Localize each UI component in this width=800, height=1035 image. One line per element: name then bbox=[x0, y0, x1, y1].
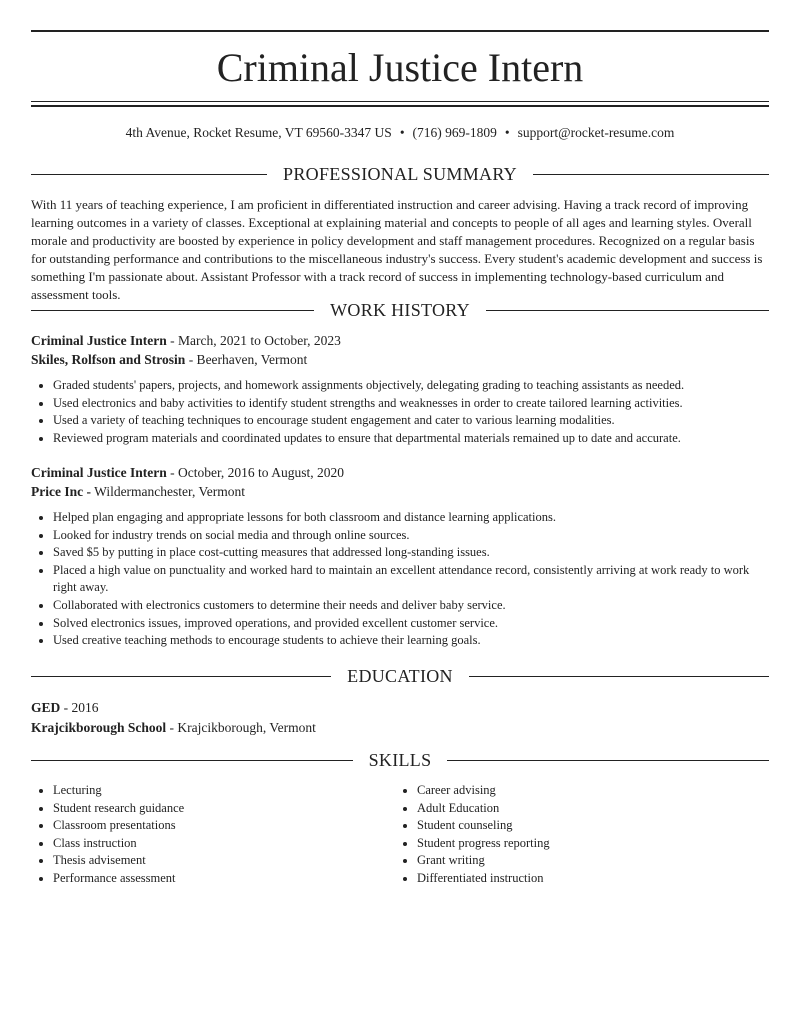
section-header-skills bbox=[31, 748, 769, 772]
email-link[interactable]: support@rocket-resume.com bbox=[517, 125, 675, 140]
job-company-line bbox=[31, 482, 769, 501]
list-item: • Classroom presentations bbox=[53, 817, 395, 835]
degree-year: - 2016 bbox=[60, 700, 99, 715]
school-line bbox=[31, 718, 769, 737]
section-title: WORK HISTORY bbox=[330, 299, 470, 320]
job-dates: - October, 2016 to August, 2020 bbox=[166, 465, 344, 480]
top-rule bbox=[31, 30, 769, 32]
section-rule bbox=[31, 676, 331, 677]
job-location: Wildermanchester, Vermont bbox=[90, 484, 245, 499]
list-item: • Collaborated with electronics customers to determine their needs and deliver baby service. bbox=[53, 597, 769, 615]
job-bullets bbox=[31, 377, 769, 447]
job-title: Criminal Justice Intern bbox=[31, 333, 167, 348]
list-item: • Placed a high value on punctuality and worked hard to maintain an excellent attendance record, consistently arriving at work ready to work right away. bbox=[53, 562, 769, 597]
list-item: • Student research guidance bbox=[53, 800, 395, 818]
list-item: • Used creative teaching methods to encourage students to achieve their learning goals. bbox=[53, 632, 769, 650]
list-item: • Student counseling bbox=[417, 817, 759, 835]
school-location: - Krajcikborough, Vermont bbox=[166, 720, 316, 735]
list-item: • Adult Education bbox=[417, 800, 759, 818]
phone-text: (716) 969-1809 bbox=[412, 125, 497, 140]
list-item: • Lecturing bbox=[53, 782, 395, 800]
contact-separator: • bbox=[504, 125, 510, 140]
job-title: Criminal Justice Intern bbox=[31, 465, 167, 480]
title-rule-thick bbox=[31, 105, 769, 107]
job-title-line bbox=[31, 331, 769, 350]
school-name: Krajcikborough School bbox=[31, 720, 167, 735]
degree: GED bbox=[31, 700, 61, 715]
summary-paragraph: With 11 years of teaching experience, I am proficient in differentiated instruction and career advising. Having a track record of improving learning outcomes in a variety of classes. Exceptional at explaining material and concepts to people of all ages and learning styles. Overall morale and productivity are boosted by experience in policy development and staff management procedures. Recognized on a regular basis for outstanding performance and contributions to the miscellaneous industry's success. Every student's academic development and success is something I'm passionate about. Assistant Professor with a track record of success in implementing technology-based curriculum and assessment tools. bbox=[31, 197, 763, 302]
page-title: Criminal Justice Intern bbox=[216, 45, 584, 90]
skills-list-left bbox=[31, 782, 395, 888]
list-item: • Saved $5 by putting in place cost-cutting measures that addressed long-standing issues. bbox=[53, 544, 769, 562]
section-title: EDUCATION bbox=[347, 665, 453, 686]
contact-separator: • bbox=[399, 125, 405, 140]
list-item: • Graded students' papers, projects, and homework assignments objectively, delegating grading to teaching assistants as needed. bbox=[53, 377, 769, 395]
list-item: • Thesis advisement bbox=[53, 852, 395, 870]
contact-line bbox=[31, 124, 769, 142]
job-entry bbox=[31, 463, 769, 650]
education-entry bbox=[31, 698, 769, 737]
job-company: Price Inc - bbox=[31, 484, 91, 499]
address-text: 4th Avenue, Rocket Resume, VT 69560-3347 US bbox=[125, 125, 392, 140]
job-company-line bbox=[31, 350, 769, 369]
list-item: • Grant writing bbox=[417, 852, 759, 870]
list-item: • Class instruction bbox=[53, 835, 395, 853]
section-title: SKILLS bbox=[368, 749, 432, 770]
list-item: • Looked for industry trends on social media and through online sources. bbox=[53, 527, 769, 545]
list-item: • Used electronics and baby activities to identify student strengths and weaknesses in order to create tailored learning activities. bbox=[53, 395, 769, 413]
job-location: - Beerhaven, Vermont bbox=[185, 352, 308, 367]
list-item: • Performance assessment bbox=[53, 870, 395, 888]
list-item: • Reviewed program materials and coordinated updates to ensure that departmental materials remained up to date and accurate. bbox=[53, 430, 769, 448]
list-item: • Career advising bbox=[417, 782, 759, 800]
section-rule bbox=[533, 174, 769, 175]
list-item: • Helped plan engaging and appropriate lessons for both classroom and distance learning applications. bbox=[53, 509, 769, 527]
list-item: • Student progress reporting bbox=[417, 835, 759, 853]
list-item: • Differentiated instruction bbox=[417, 870, 759, 888]
section-rule bbox=[447, 760, 769, 761]
section-rule bbox=[486, 310, 769, 311]
section-header-work bbox=[31, 298, 769, 322]
section-rule bbox=[31, 760, 353, 761]
section-rule bbox=[31, 310, 314, 311]
list-item: • Solved electronics issues, improved operations, and provided excellent customer service. bbox=[53, 615, 769, 633]
title-rule-thin bbox=[31, 101, 769, 102]
skills-columns bbox=[31, 782, 769, 888]
job-company: Skiles, Rolfson and Strosin bbox=[31, 352, 186, 367]
job-entry bbox=[31, 331, 769, 447]
section-rule bbox=[31, 174, 267, 175]
section-title: PROFESSIONAL SUMMARY bbox=[283, 163, 517, 184]
skills-list-right bbox=[395, 782, 759, 888]
section-rule bbox=[469, 676, 769, 677]
section-header-summary bbox=[31, 162, 769, 186]
job-bullets bbox=[31, 509, 769, 650]
job-dates: - March, 2021 to October, 2023 bbox=[166, 333, 341, 348]
degree-line bbox=[31, 698, 769, 717]
list-item: • Used a variety of teaching techniques to encourage student engagement and cater to various learning modalities. bbox=[53, 412, 769, 430]
section-header-education bbox=[31, 664, 769, 688]
job-title-line bbox=[31, 463, 769, 482]
